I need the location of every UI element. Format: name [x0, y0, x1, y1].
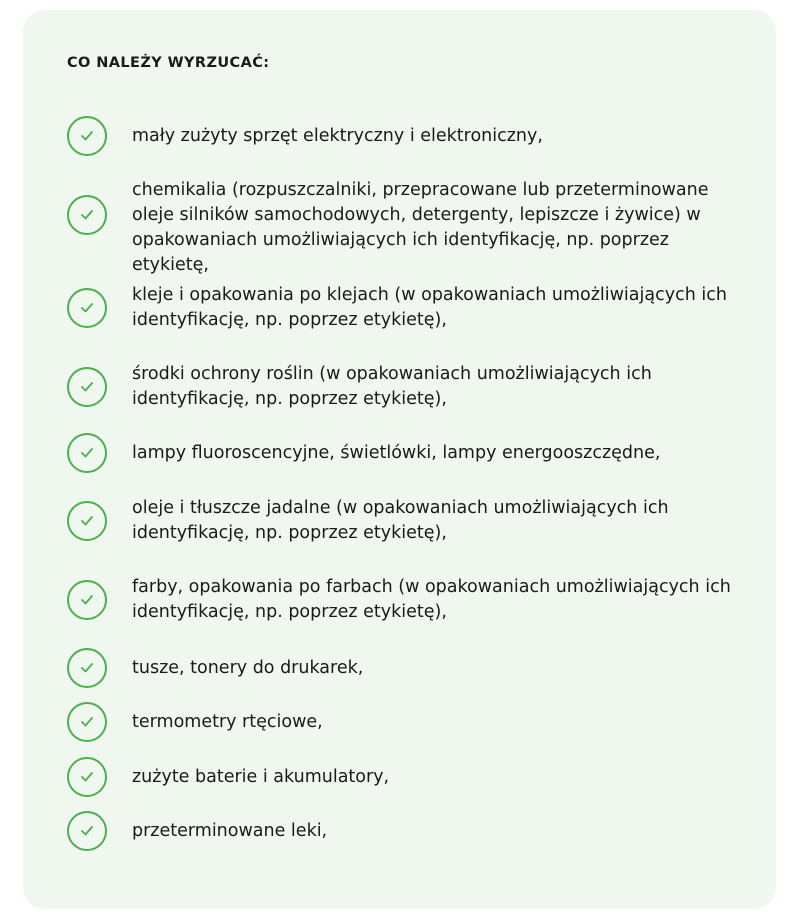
check-icon — [67, 288, 107, 328]
list-item — [67, 179, 747, 275]
check-icon — [67, 116, 107, 156]
list-item-text: tusze, tonery do drukarek, — [132, 657, 364, 678]
check-icon — [67, 757, 107, 797]
list-item — [67, 757, 747, 797]
list-item-text: oleje i tłuszcze jadalne (w opakowaniach umożliwiających ich identyfikację, np. poprzez etykietę), — [132, 498, 669, 543]
list-heading: CO NALEŻY WYRZUCAĆ: — [67, 55, 270, 71]
check-icon — [67, 433, 107, 473]
list-item — [67, 648, 747, 688]
check-icon — [67, 648, 107, 688]
disposal-list-card — [23, 10, 776, 909]
check-icon — [67, 195, 107, 235]
list-item-text: termometry rtęciowe, — [132, 711, 323, 732]
list-item — [67, 116, 747, 156]
list-item-text: środki ochrony roślin (w opakowaniach umożliwiających ich identyfikację, np. poprzez etykietę), — [132, 364, 652, 409]
list-item — [67, 577, 747, 622]
check-icon — [67, 702, 107, 742]
list-item-text: zużyte baterie i akumulatory, — [132, 766, 390, 787]
list-item — [67, 702, 747, 742]
check-icon — [67, 811, 107, 851]
check-icon — [67, 501, 107, 541]
check-icon — [67, 367, 107, 407]
list-item-text: przeterminowane leki, — [132, 820, 328, 841]
list-item-text: chemikalia (rozpuszczalniki, przepracowane lub przeterminowane oleje silników samochodowych, detergenty, lepiszcze i żywice) w opakowaniach umożliwiających ich identyfikację, np. poprzez etykietę, — [132, 179, 709, 275]
check-icon — [67, 580, 107, 620]
list-item — [67, 811, 747, 851]
list-item-text: kleje i opakowania po klejach (w opakowaniach umożliwiających ich identyfikację, np. poprzez etykietę), — [132, 285, 727, 330]
list-item-text: lampy fluoroscencyjne, świetlówki, lampy energooszczędne, — [132, 442, 661, 463]
list-item-text: mały zużyty sprzęt elektryczny i elektroniczny, — [132, 125, 543, 146]
list-item-text: farby, opakowania po farbach (w opakowaniach umożliwiających ich identyfikację, np. poprzez etykietę), — [132, 577, 731, 622]
list-item — [67, 364, 747, 409]
list-item — [67, 433, 747, 473]
list-item — [67, 285, 747, 330]
list-item — [67, 498, 747, 543]
